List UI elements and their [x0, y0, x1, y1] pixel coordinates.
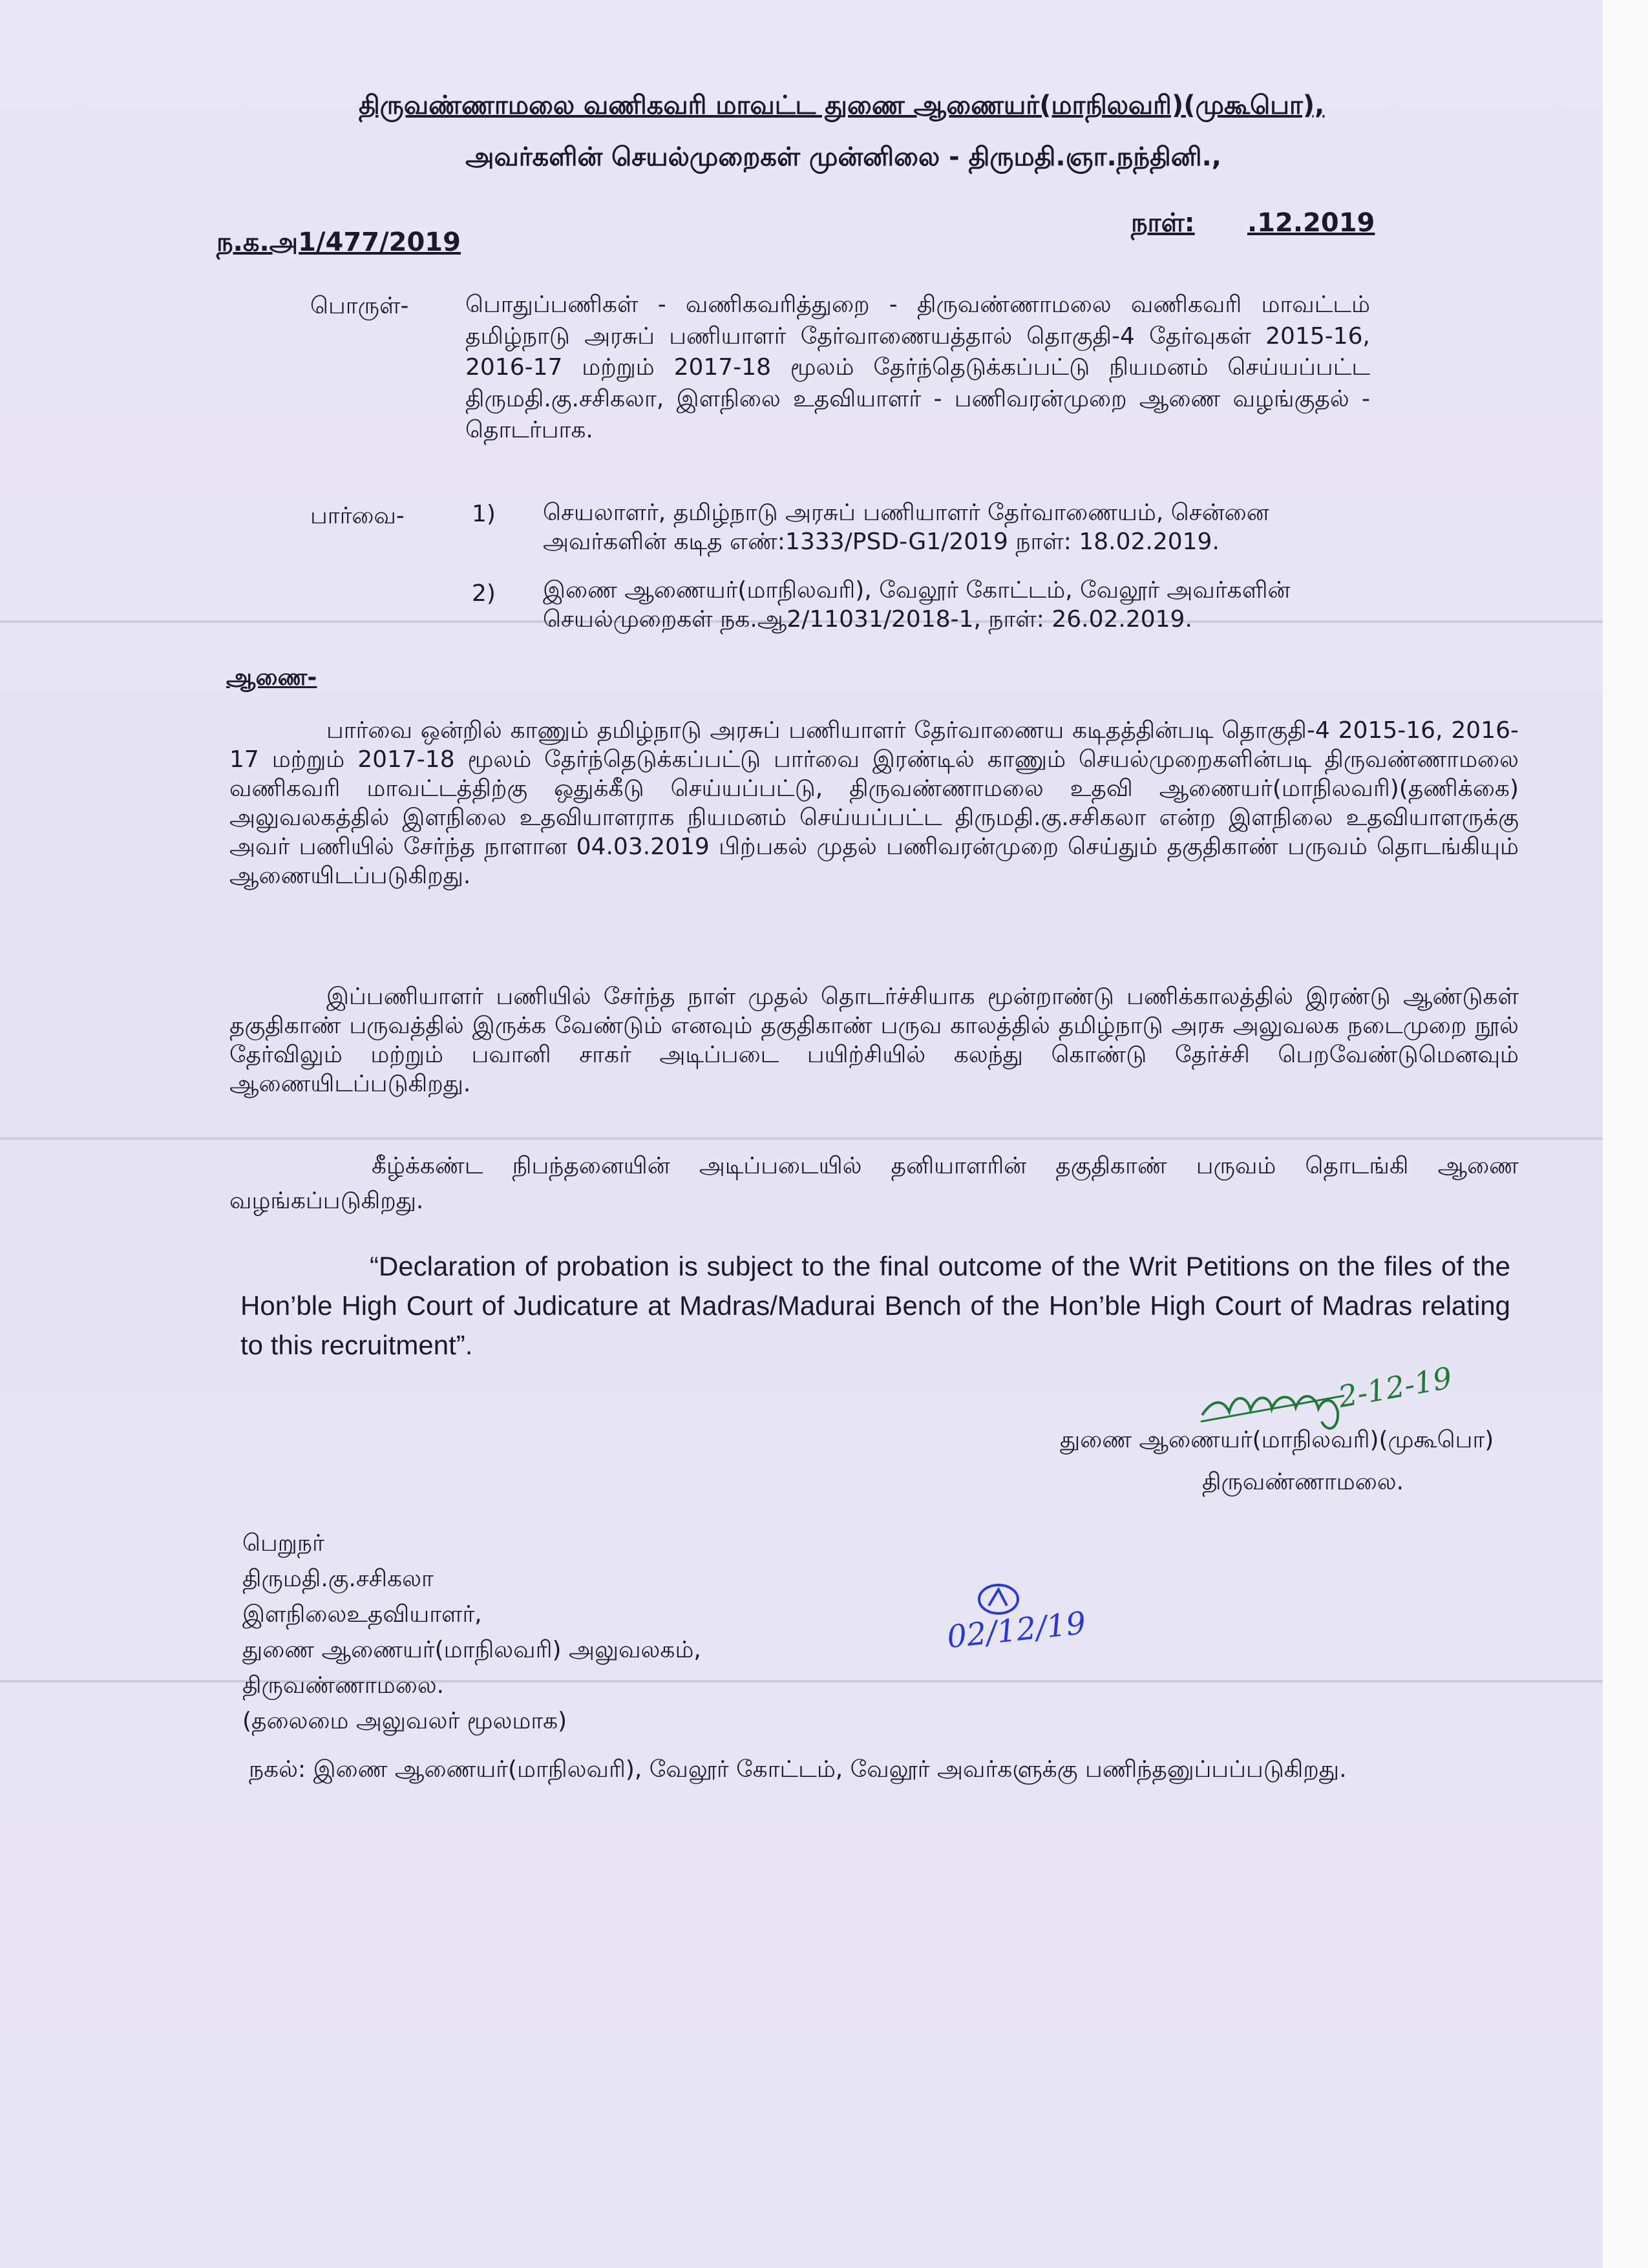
references-label: பார்வை-	[310, 503, 405, 529]
order-paragraph-2: இப்பணியாளர் பணியில் சேர்ந்த நாள் முதல் தொடர்ச்சியாக மூன்றாண்டு பணிக்காலத்தில் இரண்டு ஆண்டுகள் தகுதிகாண் பருவத்தில் இருக்க வேண்டும் எனவும் தகுதிகாண் பருவ காலத்தில் தமிழ்நாடு அரசு அலுவலக நடைமுறை நூல் தேர்விலும் மற்றும் பவானி சாகர் அடிப்படை பயிற்சியில் கலந்து கொண்டு தேர்ச்சி பெறவேண்டுமெனவும் ஆணையிடப்படுகிறது.	[229, 983, 1519, 1097]
reference-2-number: 2)	[472, 580, 496, 607]
fold-line	[0, 1137, 1603, 1140]
order-paragraph-3: கீழ்க்கண்ட நிபந்தனையின் அடிப்படையில் தனியாளரின் தகுதிகாண் பருவம் தொடங்கி ஆணை வழங்கப்படுகிறது.	[229, 1153, 1519, 1214]
fold-line	[0, 1680, 1603, 1683]
header-title-line2: அவர்களின் செயல்முறைகள் முன்னிலை - திருமதி.ஞா.நந்தினி.,	[465, 142, 1221, 172]
recipient-line: (தலைமை அலுவலர் மூலமாக)	[242, 1708, 567, 1734]
reference-1-line1: செயலாளர், தமிழ்நாடு அரசுப் பணியாளர் தேர்வாணையம், சென்னை	[543, 499, 1269, 526]
order-paragraph-1: பார்வை ஒன்றில் காணும் தமிழ்நாடு அரசுப் பணியாளர் தேர்வாணைய கடிதத்தின்படி தொகுதி-4 2015-16, 2016-17 மற்றும் 2017-18 மூலம் தேர்ந்தெடுக்கப்பட்டு பார்வை இரண்டில் காணும் செயல்முறைகளின்படி திருவண்ணாமலை வணிகவரி மாவட்டத்திற்கு ஒதுக்கீடு செய்யப்பட்டு, திருவண்ணாமலை உதவி ஆணையர்(மாநிலவரி)(தணிக்கை) அலுவலகத்தில் இளநிலை உதவியாளராக நியமனம் செய்யப்பட்ட திருமதி.கு.சசிகலா என்ற இளநிலை உதவியாளருக்கு அவர் பணியில் சேர்ந்த நாளான 04.03.2019 பிற்பகல் முதல் பணிவரன்முறை செய்தும் தகுதிகாண் பருவம் தொடங்கியும் ஆணையிடப்படுகிறது.	[229, 717, 1519, 889]
scan-margin	[1603, 0, 1648, 2268]
reference-1-line2: அவர்களின் கடித எண்:1333/PSD-G1/2019 நாள்: 18.02.2019.	[543, 529, 1220, 555]
file-number: ந.க.அ1/477/2019	[217, 227, 461, 257]
signature-date: 2-12-19	[1335, 1360, 1455, 1414]
initials-date: 02/12/19	[945, 1604, 1088, 1656]
signatory-designation: துணை ஆணையர்(மாநிலவரி)(முகூபொ)	[1060, 1427, 1494, 1453]
copy-to-text: நகல்: இணை ஆணையர்(மாநிலவரி), வேலூர் கோட்டம், வேலூர் அவர்களுக்கு பணிந்தனுப்பப்படுகிறது.	[249, 1756, 1347, 1783]
reference-1-number: 1)	[472, 501, 496, 527]
header-title-line1: திருவண்ணாமலை வணிகவரி மாவட்ட துணை ஆணையர்(மாநிலவரி)(முகூபொ),	[359, 90, 1325, 120]
recipient-line: இளநிலைஉதவியாளர்,	[242, 1601, 482, 1628]
date-value: .12.2019	[1247, 208, 1375, 238]
subject-text: பொதுப்பணிகள் - வணிகவரித்துறை - திருவண்ணாமலை வணிகவரி மாவட்டம் தமிழ்நாடு அரசுப் பணியாளர் தேர்வாணையத்தால் தொகுதி-4 தேர்வுகள் 2015-16, 2016-17 மற்றும் 2017-18 மூலம் தேர்ந்தெடுக்கப்பட்டு நியமனம் செய்யப்பட்ட திருமதி.கு.சசிகலா, இளநிலை உதவியாளர் - பணிவரன்முறை ஆணை வழங்குதல் - தொடர்பாக.	[465, 291, 1370, 444]
signatory-place: திருவண்ணாமலை.	[1202, 1469, 1404, 1495]
recipient-line: திருவண்ணாமலை.	[242, 1672, 445, 1699]
date-label: நாள்:	[1131, 208, 1195, 238]
recipient-label: பெறுநர்	[242, 1530, 324, 1557]
subject-label: பொருள்-	[310, 293, 409, 319]
reference-2-line1: இணை ஆணையர்(மாநிலவரி), வேலூர் கோட்டம், வேலூர் அவர்களின்	[543, 577, 1291, 604]
recipient-line: திருமதி.கு.சசிகலா	[242, 1566, 434, 1592]
reference-2-line2: செயல்முறைகள் நக.ஆ2/11031/2018-1, நாள்: 26.02.2019.	[543, 606, 1192, 633]
recipient-line: துணை ஆணையர்(மாநிலவரி) அலுவலகம்,	[242, 1637, 701, 1663]
order-heading: ஆணை-	[226, 664, 317, 691]
declaration-text: “Declaration of probation is subject to the final outcome of the Writ Petitions on the files of the Hon’ble High Court of Judicature at Madras/Madurai Bench of the Hon’ble High Court of Madras relating to this recruitment”.	[240, 1251, 1510, 1360]
